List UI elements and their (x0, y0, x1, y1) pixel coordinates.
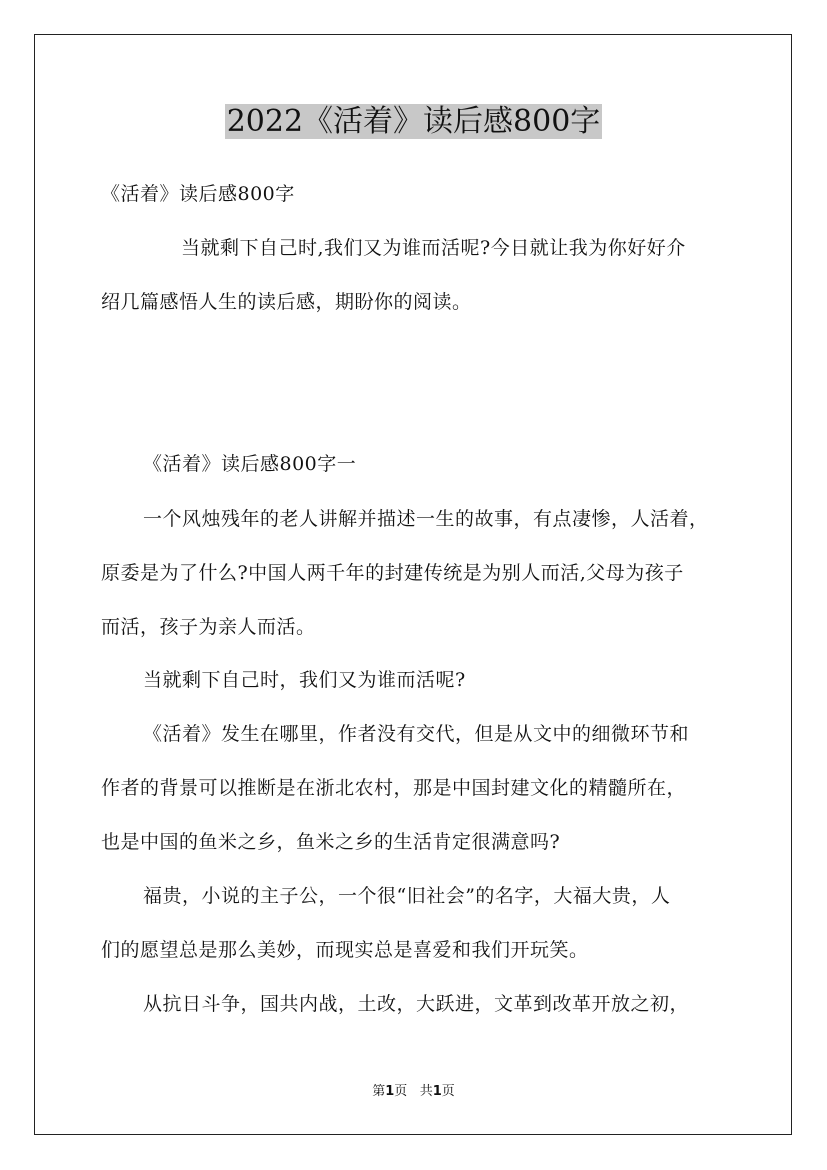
body-line: 当就剩下自己时，我们又为谁而活呢? (143, 669, 466, 691)
document-title (0, 100, 827, 144)
footer-prefix: 第 (372, 1084, 386, 1099)
footer-page-label: 页 (394, 1084, 408, 1099)
body-line: 作者的背景可以推断是在浙北农村，那是中国封建文化的精髓所在， (101, 777, 687, 799)
section-heading: 《活着》读后感800字一 (143, 453, 357, 475)
page-footer (0, 1082, 827, 1102)
body-line: 一个风烛残年的老人讲解并描述一生的故事，有点凄惨，人活着， (143, 508, 709, 530)
document-title-text: 2022《活着》读后感800字 (226, 104, 601, 139)
body-line: 而活，孩子为亲人而活。 (101, 616, 316, 638)
body-line: 原委是为了什么?中国人两千年的封建传统是为别人而活,父母为孩子 (101, 562, 684, 584)
subtitle: 《活着》读后感800字 (101, 183, 295, 205)
body-line: 福贵，小说的主子公，一个很“旧社会”的名字，大福大贵，人 (143, 885, 671, 907)
footer-page-number: 1 (385, 1084, 395, 1099)
footer-total-prefix: 共 (419, 1084, 433, 1099)
body-line: 从抗日斗争，国共内战，土改，大跃进，文革到改革开放之初， (143, 993, 690, 1015)
footer-total-pages: 1 (432, 1084, 442, 1099)
body-line: 《活着》发生在哪里，作者没有交代，但是从文中的细微环节和 (143, 723, 690, 745)
body-line: 们的愿望总是那么美妙，而现实总是喜爱和我们开玩笑。 (101, 939, 589, 961)
intro-line-2: 绍几篇感悟人生的读后感，期盼你的阅读。 (101, 291, 472, 313)
body-line: 也是中国的鱼米之乡，鱼米之乡的生活肯定很满意吗? (101, 831, 561, 853)
intro-line-1: 当就剩下自己时,我们又为谁而活呢?今日就让我为你好好介 (181, 237, 686, 259)
footer-total-label: 页 (441, 1084, 455, 1099)
